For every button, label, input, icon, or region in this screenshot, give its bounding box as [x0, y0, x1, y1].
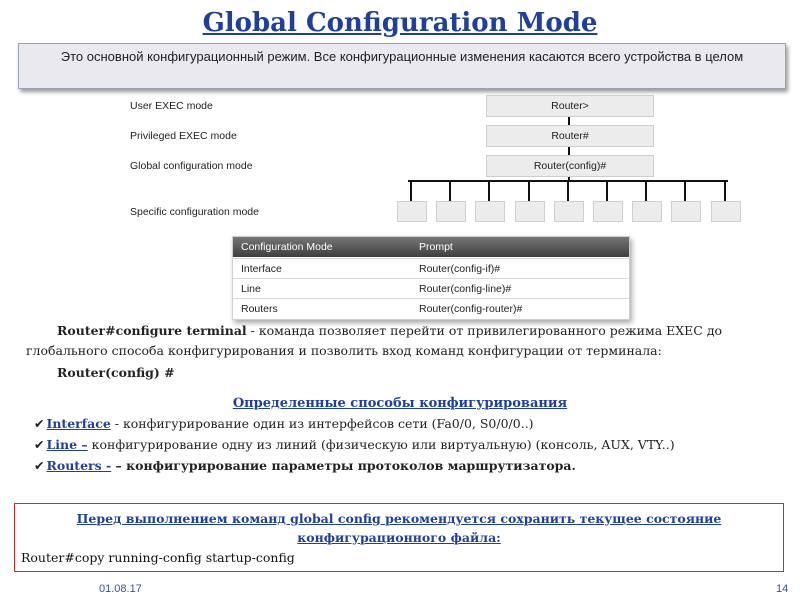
item-text: – конфигурирование параметры протоколов маршрутизатора.	[111, 458, 576, 473]
item-text: конфигурирование одну из линий (физическую или виртуальную) (консоль, AUX, VTY..)	[87, 437, 675, 452]
mode-label-specific-config: Specific configuration mode	[130, 206, 259, 218]
branch-line	[567, 180, 569, 201]
config-prompt: Router(config) #	[57, 365, 175, 380]
cell-mode: Line	[241, 283, 261, 295]
list-item	[34, 437, 675, 452]
section-title: Определенные способы конфигурирования	[232, 396, 568, 411]
branch-line	[606, 180, 608, 201]
configure-terminal-command: Router#configure terminal	[57, 323, 247, 338]
table-row	[233, 258, 629, 279]
branch-line	[684, 180, 686, 201]
specific-mode-box	[671, 201, 701, 222]
connector-line	[568, 117, 570, 125]
header-mode: Configuration Mode	[241, 241, 333, 253]
cell-mode: Interface	[241, 263, 282, 275]
cell-mode: Routers	[241, 303, 278, 315]
item-term: Line –	[46, 437, 88, 452]
specific-mode-box	[515, 201, 545, 222]
checkmark-icon: ✔	[34, 458, 45, 473]
specific-mode-box	[397, 201, 427, 222]
intro-description: - команда позволяет перейти от привилегированного режима EXEC до	[246, 323, 723, 338]
copy-config-command: Router#copy running-config startup-config	[21, 550, 295, 565]
branch-line	[410, 180, 412, 201]
specific-mode-box	[436, 201, 466, 222]
mode-label-global-config: Global configuration mode	[130, 160, 253, 172]
list-item	[34, 416, 534, 431]
note-line-1: Перед выполнением команд global config рекомендуется сохранить текущее состояние	[76, 511, 722, 526]
note-box	[14, 503, 784, 572]
mode-label-privileged-exec: Privileged EXEC mode	[130, 130, 237, 142]
specific-mode-box	[554, 201, 584, 222]
header-prompt: Prompt	[419, 241, 453, 253]
branch-line	[528, 180, 530, 201]
intro-line-1	[57, 322, 722, 340]
specific-mode-box	[632, 201, 662, 222]
banner-text: Это основной конфигурационный режим. Все конфигурационные изменения касаются всего устройства в целом	[60, 49, 744, 64]
note-text	[15, 509, 783, 547]
mode-label-user-exec: User EXEC mode	[130, 100, 213, 112]
table-row	[233, 298, 629, 319]
branch-line	[645, 180, 647, 201]
branch-line	[449, 180, 451, 201]
cell-prompt: Router(config-if)#	[419, 263, 501, 275]
connector-line	[568, 147, 570, 155]
table-header	[233, 237, 629, 257]
cell-prompt: Router(config-router)#	[419, 303, 523, 315]
slide-title: Global Configuration Mode	[202, 8, 598, 38]
slide-date: 01.08.17	[99, 583, 142, 595]
slide-number: 14	[776, 583, 789, 595]
prompt-box-global: Router(config)#	[486, 155, 654, 177]
checkmark-icon: ✔	[34, 437, 45, 452]
config-mode-table	[232, 236, 630, 320]
item-text: - конфигурирование один из интерфейсов сети (Fa0/0, S0/0/0..)	[110, 416, 534, 431]
branch-line	[724, 180, 726, 201]
branch-line	[488, 180, 490, 201]
intro-line-2: глобального способа конфигурирования и позволить вход команд конфигурации от терминала:	[26, 343, 662, 358]
specific-mode-box	[475, 201, 505, 222]
checkmark-icon: ✔	[34, 416, 45, 431]
item-term: Interface	[46, 416, 111, 431]
specific-mode-box	[593, 201, 623, 222]
table-row	[233, 278, 629, 299]
prompt-box-user: Router>	[486, 95, 654, 117]
item-term: Routers -	[46, 458, 112, 473]
list-item	[34, 458, 576, 473]
note-line-2: конфигурационного файла:	[297, 530, 501, 545]
specific-mode-box	[711, 201, 741, 222]
cell-prompt: Router(config-line)#	[419, 283, 512, 295]
prompt-box-privileged: Router#	[486, 125, 654, 147]
description-banner	[18, 43, 786, 89]
